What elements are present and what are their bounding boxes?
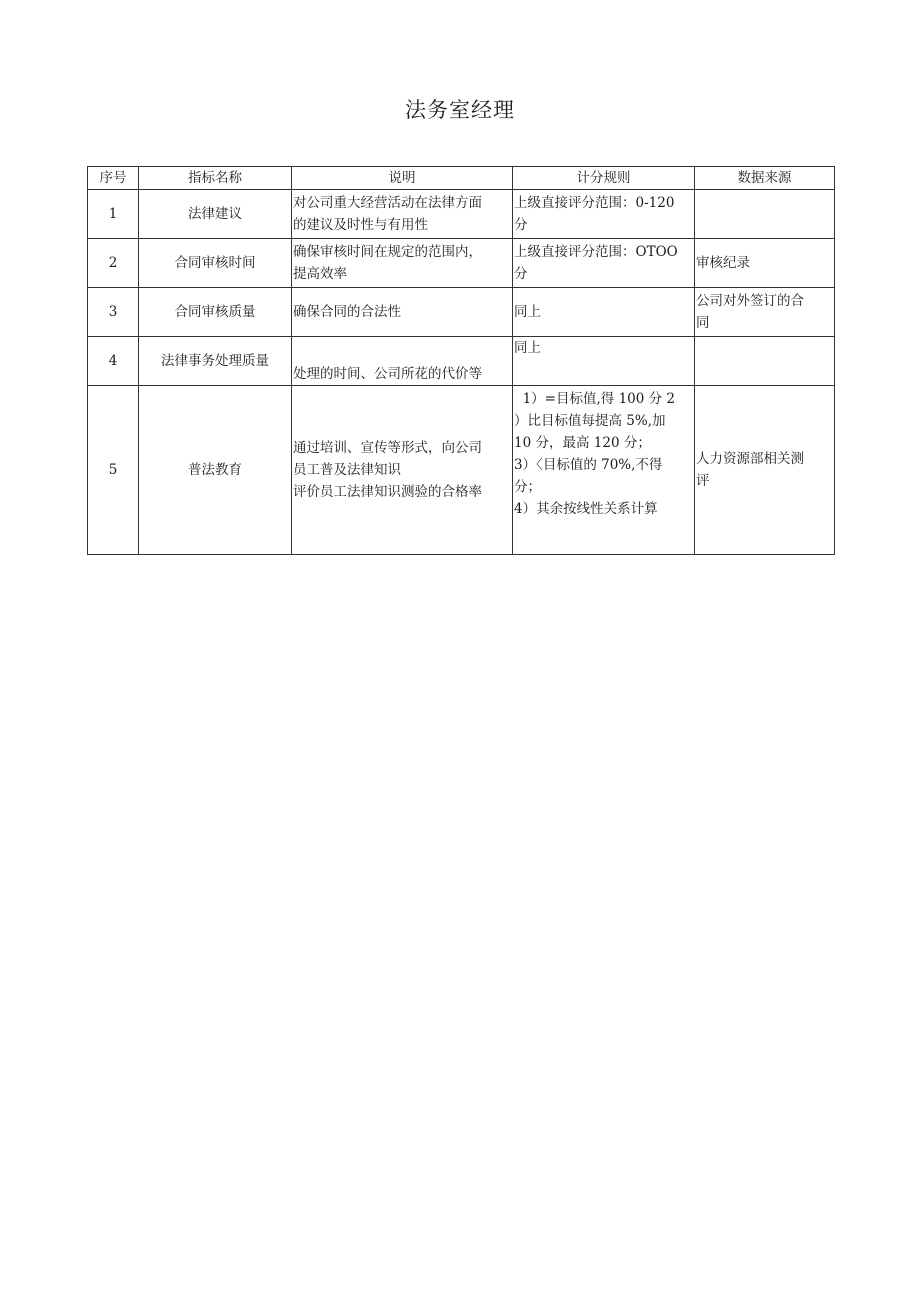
row-seq: 2 xyxy=(88,239,139,288)
header-desc: 说明 xyxy=(292,167,513,190)
desc-line: 对公司重大经营活动在法律方面 xyxy=(293,195,482,211)
row-desc xyxy=(292,190,513,239)
row-source xyxy=(695,190,835,239)
row-name: 法律事务处理质量 xyxy=(139,337,292,386)
desc-line: 的建议及时性与有用性 xyxy=(293,217,428,233)
row-source xyxy=(695,386,835,555)
source-line: 审核纪录 xyxy=(696,255,750,271)
header-rule: 计分规则 xyxy=(513,167,695,190)
source-line: 评 xyxy=(696,473,710,489)
row-name: 合同审核时间 xyxy=(139,239,292,288)
row-seq: 3 xyxy=(88,288,139,337)
table-header-row xyxy=(88,167,835,190)
row-rule xyxy=(513,239,695,288)
row-desc xyxy=(292,386,513,555)
kpi-table xyxy=(87,166,835,555)
rule-line: 同上 xyxy=(514,304,541,320)
desc-line: 提高效率 xyxy=(293,266,347,282)
row-source xyxy=(695,337,835,386)
row-desc xyxy=(292,239,513,288)
desc-line: 处理的时间、公司所花的代价等 xyxy=(293,366,482,382)
row-name: 普法教育 xyxy=(139,386,292,555)
desc-line: 确保合同的合法性 xyxy=(293,304,401,320)
row-rule xyxy=(513,190,695,239)
rule-line: 10 分，最高 120 分； xyxy=(514,435,651,451)
table-row xyxy=(88,386,835,555)
row-name: 合同审核质量 xyxy=(139,288,292,337)
table-row xyxy=(88,239,835,288)
desc-line: 通过培训、宣传等形式，向公司 xyxy=(293,440,482,456)
header-source: 数据来源 xyxy=(695,167,835,190)
page-title: 法务室经理 xyxy=(405,98,515,122)
rule-line: 分 xyxy=(514,217,528,233)
rule-line: 1）=目标值,得 100 分 2 xyxy=(514,391,676,407)
header-seq: 序号 xyxy=(88,167,139,190)
rule-line: 上级直接评分范围：OTOO xyxy=(514,244,678,260)
desc-line: 评价员工法律知识测验的合格率 xyxy=(293,484,482,500)
rule-line: 上级直接评分范围：0-120 xyxy=(514,195,675,211)
rule-line: 分； xyxy=(514,479,541,495)
rule-line: ）比目标值每提高 5%,加 xyxy=(514,413,666,429)
table-row xyxy=(88,337,835,386)
desc-line: 员工普及法律知识 xyxy=(293,462,401,478)
row-rule xyxy=(513,337,695,386)
row-rule xyxy=(513,288,695,337)
rule-line: 4）其余按线性关系计算 xyxy=(514,501,658,517)
row-desc xyxy=(292,288,513,337)
source-line: 人力资源部相关测 xyxy=(696,451,804,467)
row-seq: 5 xyxy=(88,386,139,555)
rule-line: 3）〈目标值的 70%,不得 xyxy=(514,457,663,473)
row-rule xyxy=(513,386,695,555)
row-name: 法律建议 xyxy=(139,190,292,239)
table-row xyxy=(88,288,835,337)
row-desc xyxy=(292,337,513,386)
table-row xyxy=(88,190,835,239)
row-source xyxy=(695,288,835,337)
header-name: 指标名称 xyxy=(139,167,292,190)
row-source xyxy=(695,239,835,288)
row-seq: 4 xyxy=(88,337,139,386)
rule-line: 分 xyxy=(514,266,528,282)
source-line: 同 xyxy=(696,315,710,331)
source-line: 公司对外签订的合 xyxy=(696,293,804,309)
desc-line: 确保审核时间在规定的范围内， xyxy=(293,244,482,260)
rule-line: 同上 xyxy=(514,340,541,356)
row-seq: 1 xyxy=(88,190,139,239)
